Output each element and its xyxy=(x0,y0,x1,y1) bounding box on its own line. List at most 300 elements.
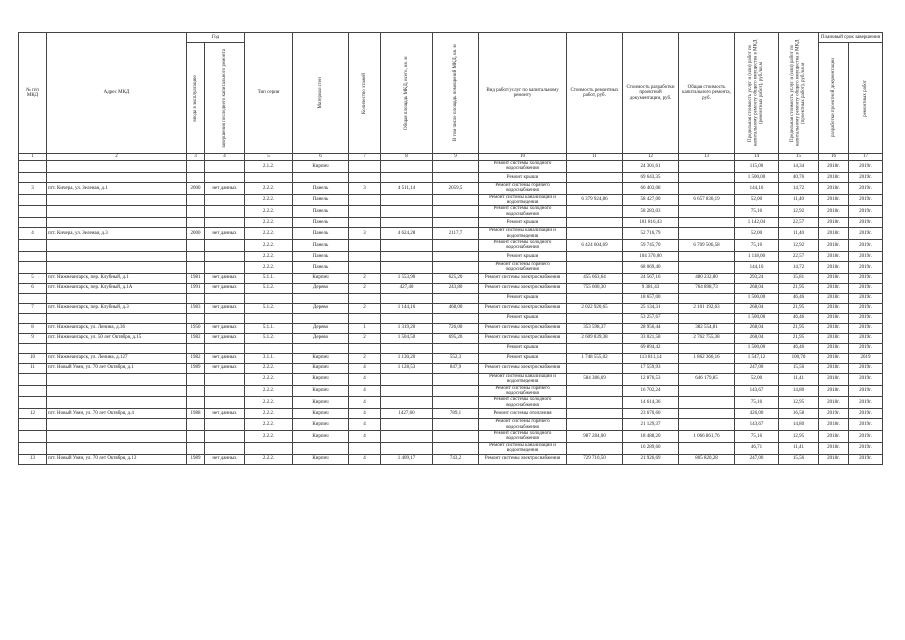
table-cell: Ремонт крыши xyxy=(479,251,567,261)
table-row xyxy=(19,385,883,397)
table-cell: 8 xyxy=(19,323,47,333)
table-cell xyxy=(679,419,735,431)
table-cell xyxy=(433,343,479,353)
table-cell xyxy=(245,293,293,303)
table-cell: 144,16 xyxy=(735,261,779,273)
table-cell: 2018г. xyxy=(819,430,849,442)
table-cell: 427,40 xyxy=(381,283,433,293)
table-cell: пгт. Нижнеангарск, пер. Клубный, д.3 xyxy=(47,303,187,313)
column-number: 7 xyxy=(349,154,381,161)
header-wall xyxy=(293,33,349,154)
table-cell: Панель xyxy=(293,182,349,194)
table-cell: 5 xyxy=(19,273,47,283)
table-cell xyxy=(205,397,245,409)
table-cell xyxy=(187,218,205,228)
table-cell: Ремонт крыши xyxy=(479,218,567,228)
table-cell: 14,80 xyxy=(779,385,819,397)
table-cell: нет данных xyxy=(205,303,245,313)
table-cell: 11,40 xyxy=(779,194,819,206)
table-cell xyxy=(47,206,187,218)
table-cell: 4 xyxy=(349,419,381,431)
table-cell xyxy=(19,251,47,261)
table-cell xyxy=(19,161,47,173)
table-cell: Ремонт крыши xyxy=(479,313,567,323)
table-cell: Ремонт системы электроснабжения xyxy=(479,323,567,333)
header-cost-design: Стоимость разработки проектной документации, руб. xyxy=(623,33,679,154)
table-cell xyxy=(679,228,735,240)
table-cell: 21 129,37 xyxy=(623,419,679,431)
table-cell: 2.2.2. xyxy=(245,385,293,397)
table-cell: Ремонт системы горячего водоснабжения xyxy=(479,261,567,273)
table-cell: 15,56 xyxy=(779,363,819,373)
table-cell: 59 745,70 xyxy=(623,240,679,252)
table-cell: 4 xyxy=(349,409,381,419)
column-number: 6 xyxy=(293,154,349,161)
table-cell: 6 xyxy=(19,283,47,293)
table-cell xyxy=(567,419,623,431)
table-cell xyxy=(19,343,47,353)
table-cell: 16 289,60 xyxy=(623,442,679,454)
table-cell: 2018г. xyxy=(819,228,849,240)
table-cell: 2019г. xyxy=(849,182,883,194)
table-cell: нет данных xyxy=(205,363,245,373)
table-cell: 2019г. xyxy=(849,206,883,218)
header-address: Адрес МКД xyxy=(47,33,187,154)
table-cell: 9 xyxy=(19,333,47,343)
table-cell xyxy=(381,419,433,431)
table-cell: 4 xyxy=(349,430,381,442)
table-cell: 15,56 xyxy=(779,454,819,464)
table-cell: 247,00 xyxy=(735,454,779,464)
table-cell xyxy=(381,194,433,206)
table-cell xyxy=(679,397,735,409)
table-cell: Ремонт системы канализации и водоотведения xyxy=(479,228,567,240)
table-cell: 2019г. xyxy=(849,397,883,409)
table-cell: 14,80 xyxy=(779,419,819,431)
table-cell: 46,46 xyxy=(779,313,819,323)
table-row xyxy=(19,363,883,373)
table-cell: 2018г. xyxy=(819,454,849,464)
table-row xyxy=(19,454,883,464)
table-cell xyxy=(433,293,479,303)
table-cell: 13 xyxy=(19,454,47,464)
table-cell: 4 xyxy=(349,373,381,385)
table-cell xyxy=(187,430,205,442)
table-cell xyxy=(205,419,245,431)
table-cell: 18 657,00 xyxy=(623,293,679,303)
table-cell xyxy=(433,313,479,323)
table-cell: 69 643,35 xyxy=(623,172,679,182)
table-cell: 2018г. xyxy=(819,218,849,228)
table-cell: 2018г. xyxy=(819,261,849,273)
table-cell: Ремонт системы канализации и водоотведения xyxy=(479,442,567,454)
header-limit-cost xyxy=(735,33,779,154)
table-cell: Ремонт крыши xyxy=(479,353,567,363)
table-cell: 2019г. xyxy=(849,283,883,293)
table-cell xyxy=(567,161,623,173)
table-cell: 113 811,14 xyxy=(623,353,679,363)
table-cell: 1 500,00 xyxy=(735,343,779,353)
table-cell xyxy=(567,313,623,323)
table-cell: 11,41 xyxy=(779,442,819,454)
table-cell: 4 xyxy=(349,363,381,373)
table-cell xyxy=(679,385,735,397)
table-cell: Кирпич xyxy=(293,385,349,397)
table-cell xyxy=(47,218,187,228)
table-cell: нет данных xyxy=(205,182,245,194)
table-cell: 2018г. xyxy=(819,251,849,261)
table-cell xyxy=(381,261,433,273)
table-row xyxy=(19,303,883,313)
table-cell: 100,70 xyxy=(779,353,819,363)
table-cell: 2.2.2. xyxy=(245,373,293,385)
table-cell: 2000 xyxy=(187,182,205,194)
table-cell: Ремонт системы канализации и водоотведения xyxy=(479,194,567,206)
table-cell: пгт. Кичера, ул. Зеленая, д.3 xyxy=(47,228,187,240)
table-cell: 2.2.2. xyxy=(245,397,293,409)
table-cell: 2 xyxy=(349,353,381,363)
table-cell: 6 424 604,69 xyxy=(567,240,623,252)
table-row xyxy=(19,293,883,303)
table-cell xyxy=(19,385,47,397)
table-cell xyxy=(381,172,433,182)
table-cell xyxy=(433,218,479,228)
table-cell: 58 283,03 xyxy=(623,206,679,218)
table-cell: Ремонт системы холодного водоснабжения xyxy=(479,206,567,218)
table-cell: 1950 xyxy=(187,323,205,333)
table-cell: 12,95 xyxy=(779,430,819,442)
table-row xyxy=(19,323,883,333)
table-cell: 2018г. xyxy=(819,373,849,385)
table-cell xyxy=(433,206,479,218)
table-cell: 2018г. xyxy=(819,313,849,323)
column-number: 3 xyxy=(187,154,205,161)
table-cell: 4 xyxy=(349,385,381,397)
table-cell: нет данных xyxy=(205,228,245,240)
table-cell: Ремонт системы электроснабжения xyxy=(479,283,567,293)
table-cell: 2018г. xyxy=(819,194,849,206)
header-year-last-repair-text: завершения последнего капитального ремонта xyxy=(221,48,227,148)
table-cell: 33 021,58 xyxy=(623,333,679,343)
table-cell xyxy=(433,397,479,409)
table-cell: 2018г. xyxy=(819,303,849,313)
table-cell: 14,34 xyxy=(779,161,819,173)
table-cell xyxy=(205,194,245,206)
table-cell: 2.2.2. xyxy=(245,228,293,240)
table-cell: пгт. Нижнеангарск, ул. 50 лет Октября, д.15 xyxy=(47,333,187,343)
table-cell: 1 504,50 xyxy=(381,333,433,343)
table-cell: 1 066 861,76 xyxy=(679,430,735,442)
table-cell: 52 716,79 xyxy=(623,228,679,240)
table-cell: 46,46 xyxy=(779,343,819,353)
table-cell: 1 319,20 xyxy=(381,323,433,333)
table-cell xyxy=(187,251,205,261)
table-cell: 24 301,61 xyxy=(623,161,679,173)
table-cell xyxy=(47,293,187,303)
table-cell: 101 816,43 xyxy=(623,218,679,228)
table-cell xyxy=(19,419,47,431)
table-cell: Дерево xyxy=(293,323,349,333)
table-row xyxy=(19,442,883,454)
table-cell: 22,57 xyxy=(779,218,819,228)
table-cell: 2018г. xyxy=(819,363,849,373)
table-cell: Панель xyxy=(293,218,349,228)
table-cell xyxy=(293,442,349,454)
table-cell: 12 xyxy=(19,409,47,419)
table-cell: 268,04 xyxy=(735,323,779,333)
table-cell: 2018г. xyxy=(819,353,849,363)
table-cell xyxy=(381,397,433,409)
table-cell: Панель xyxy=(293,261,349,273)
table-cell: 695,20 xyxy=(433,333,479,343)
table-cell xyxy=(187,261,205,273)
repair-table xyxy=(18,32,883,465)
table-cell xyxy=(19,442,47,454)
table-cell xyxy=(679,409,735,419)
table-cell: 1 500,00 xyxy=(735,313,779,323)
table-cell: нет данных xyxy=(205,273,245,283)
table-cell: 1 130,20 xyxy=(381,353,433,363)
table-cell: 5.1.2. xyxy=(245,333,293,343)
table-cell: 9 381,43 xyxy=(623,283,679,293)
table-cell: 268,04 xyxy=(735,303,779,313)
table-row xyxy=(19,240,883,252)
column-number: 4 xyxy=(205,154,245,161)
table-cell: 2 101 192,63 xyxy=(679,303,735,313)
header-series: Тип серии xyxy=(245,33,293,154)
table-cell: Кирпич xyxy=(293,161,349,173)
table-cell xyxy=(381,313,433,323)
table-cell: 1 xyxy=(349,323,381,333)
table-cell: 75,16 xyxy=(735,240,779,252)
table-row xyxy=(19,419,883,431)
table-cell: Кирпич xyxy=(293,363,349,373)
table-cell xyxy=(19,293,47,303)
table-cell xyxy=(47,172,187,182)
table-cell: 2.2.2. xyxy=(245,454,293,464)
header-year-last-repair xyxy=(205,43,245,154)
table-cell: 2.2.2. xyxy=(245,240,293,252)
table-cell xyxy=(433,161,479,173)
table-cell xyxy=(567,293,623,303)
table-cell xyxy=(567,343,623,353)
column-number: 14 xyxy=(735,154,779,161)
table-cell xyxy=(679,206,735,218)
table-cell xyxy=(47,343,187,353)
table-cell: Кирпич xyxy=(293,397,349,409)
table-cell: 2019г. xyxy=(849,273,883,283)
column-number: 15 xyxy=(779,154,819,161)
table-cell: 12,95 xyxy=(779,397,819,409)
table-cell xyxy=(349,206,381,218)
table-cell: 480 232,80 xyxy=(679,273,735,283)
table-cell: 2059,5 xyxy=(433,182,479,194)
table-cell: 5.1.1. xyxy=(245,273,293,283)
table-cell: 2.1.2. xyxy=(245,161,293,173)
table-cell xyxy=(47,251,187,261)
table-cell xyxy=(47,419,187,431)
table-cell xyxy=(433,251,479,261)
table-cell: Кирпич xyxy=(293,409,349,419)
table-cell: Дерево xyxy=(293,283,349,293)
table-cell xyxy=(205,251,245,261)
table-cell: 729 710,50 xyxy=(567,454,623,464)
table-cell: 1 118,00 xyxy=(735,251,779,261)
table-cell xyxy=(205,161,245,173)
table-cell: Ремонт системы горячего водоснабжения xyxy=(479,419,567,431)
table-cell: 243,80 xyxy=(433,283,479,293)
table-cell: 468,00 xyxy=(433,303,479,313)
table-cell xyxy=(47,161,187,173)
table-cell: нет данных xyxy=(205,333,245,343)
table-cell xyxy=(187,240,205,252)
table-cell: Ремонт системы электроснабжения xyxy=(479,454,567,464)
table-cell: 2.2.2. xyxy=(245,218,293,228)
header-plan-term: Плановый срок завершения xyxy=(819,33,883,43)
header-wall-text: Материал стен xyxy=(317,77,323,109)
table-cell: 2019г. xyxy=(849,303,883,313)
table-cell: 2018г. xyxy=(819,397,849,409)
table-cell: Ремонт крыши xyxy=(479,343,567,353)
column-number: 8 xyxy=(381,154,433,161)
table-cell: 25 134,31 xyxy=(623,303,679,313)
table-cell xyxy=(349,172,381,182)
table-cell: 2018г. xyxy=(819,293,849,303)
table-body xyxy=(19,161,883,465)
table-cell: 7 xyxy=(19,303,47,313)
table-cell: 2019г. xyxy=(849,409,883,419)
table-cell xyxy=(205,218,245,228)
table-cell xyxy=(679,161,735,173)
table-cell: 6 709 506,58 xyxy=(679,240,735,252)
header-floors-text: Количество этажей xyxy=(361,72,367,114)
header-plan-design-text: разработки проектной документации xyxy=(830,58,836,138)
table-cell: 2019г. xyxy=(849,323,883,333)
table-cell: 52,00 xyxy=(735,228,779,240)
table-row xyxy=(19,251,883,261)
table-cell xyxy=(433,430,479,442)
table-cell: пгт. Кичера, ул. Зеленая, д.1 xyxy=(47,182,187,194)
table-cell: пгт. Нижнеангарск, ул. Ленина, д.127 xyxy=(47,353,187,363)
header-total-area xyxy=(381,33,433,154)
table-cell: 75,16 xyxy=(735,430,779,442)
table-cell: 2018г. xyxy=(819,283,849,293)
header-limit-cost2-text: Предельная стоимость услуг и (или) работ по капитальному ремонту общего имущества в МКД (проектных работ), руб./кв.м xyxy=(790,39,807,147)
table-cell xyxy=(47,194,187,206)
header-year-commission xyxy=(187,43,205,154)
header-plan-design xyxy=(819,43,849,154)
table-cell: 847,9 xyxy=(433,363,479,373)
table-cell: Ремонт системы отопления xyxy=(479,409,567,419)
table-cell: 2019г. xyxy=(819,409,849,419)
table-cell: 6 379 924,86 xyxy=(567,194,623,206)
table-cell: Кирпич xyxy=(293,419,349,431)
table-cell: пгт. Новый Уоян, ул. 70 лет Октября, д.4 xyxy=(47,409,187,419)
header-plan-repair xyxy=(849,43,883,154)
table-row xyxy=(19,283,883,293)
table-cell xyxy=(381,293,433,303)
table-cell: 144,16 xyxy=(735,182,779,194)
table-cell: 2019г. xyxy=(849,261,883,273)
table-cell xyxy=(349,343,381,353)
table-cell: Ремонт системы холодного водоснабжения xyxy=(479,240,567,252)
table-cell: 1 142,04 xyxy=(735,218,779,228)
table-cell: 75,16 xyxy=(735,397,779,409)
table-row xyxy=(19,194,883,206)
table-cell xyxy=(47,430,187,442)
table-cell xyxy=(293,293,349,303)
table-cell xyxy=(205,293,245,303)
table-cell: 21,95 xyxy=(779,283,819,293)
table-cell: 2019г. xyxy=(849,430,883,442)
table-cell xyxy=(349,218,381,228)
table-cell xyxy=(381,206,433,218)
table-cell: 75,16 xyxy=(735,206,779,218)
table-cell: 5.1.2. xyxy=(245,303,293,313)
table-cell: 11 xyxy=(19,363,47,373)
table-cell xyxy=(433,172,479,182)
table-cell xyxy=(47,397,187,409)
table-cell: 2 609 839,38 xyxy=(567,333,623,343)
table-cell xyxy=(293,172,349,182)
table-cell xyxy=(381,385,433,397)
table-cell: 2018г. xyxy=(819,323,849,333)
table-cell xyxy=(679,172,735,182)
table-cell: 1982 xyxy=(187,333,205,343)
table-cell: 2019г. xyxy=(849,194,883,206)
table-cell xyxy=(433,419,479,431)
table-cell: 1 128,53 xyxy=(381,363,433,373)
header-num: № п/п МКД xyxy=(19,33,47,154)
table-cell xyxy=(187,385,205,397)
table-cell xyxy=(679,442,735,454)
table-cell: 11,41 xyxy=(779,373,819,385)
table-cell xyxy=(567,363,623,373)
table-cell xyxy=(187,442,205,454)
table-cell xyxy=(567,397,623,409)
table-cell: 6 657 836,19 xyxy=(679,194,735,206)
table-cell xyxy=(19,172,47,182)
table-cell: 2018г. xyxy=(819,161,849,173)
header-cost-repair: Стоимость ремонтных работ, руб. xyxy=(567,33,623,154)
table-cell xyxy=(567,218,623,228)
table-cell xyxy=(205,313,245,323)
table-cell: Дерево xyxy=(293,333,349,343)
table-cell xyxy=(381,251,433,261)
table-cell: 5.1.1. xyxy=(245,323,293,333)
table-cell xyxy=(433,442,479,454)
table-row xyxy=(19,206,883,218)
table-cell xyxy=(567,409,623,419)
table-cell: 2019г. xyxy=(849,442,883,454)
table-cell xyxy=(567,182,623,194)
table-cell xyxy=(679,251,735,261)
table-cell xyxy=(567,251,623,261)
table-cell xyxy=(19,430,47,442)
table-cell: 382 554,81 xyxy=(679,323,735,333)
table-cell xyxy=(205,172,245,182)
table-row xyxy=(19,430,883,442)
table-cell xyxy=(381,430,433,442)
table-cell: 2019г. xyxy=(849,313,883,323)
table-cell: 28 956,44 xyxy=(623,323,679,333)
table-cell xyxy=(567,442,623,454)
table-cell: нет данных xyxy=(205,283,245,293)
table-cell: 726,00 xyxy=(433,323,479,333)
header-year-commission-text: ввода в эксплуатацию xyxy=(192,74,198,122)
table-cell xyxy=(349,251,381,261)
table-cell xyxy=(433,373,479,385)
